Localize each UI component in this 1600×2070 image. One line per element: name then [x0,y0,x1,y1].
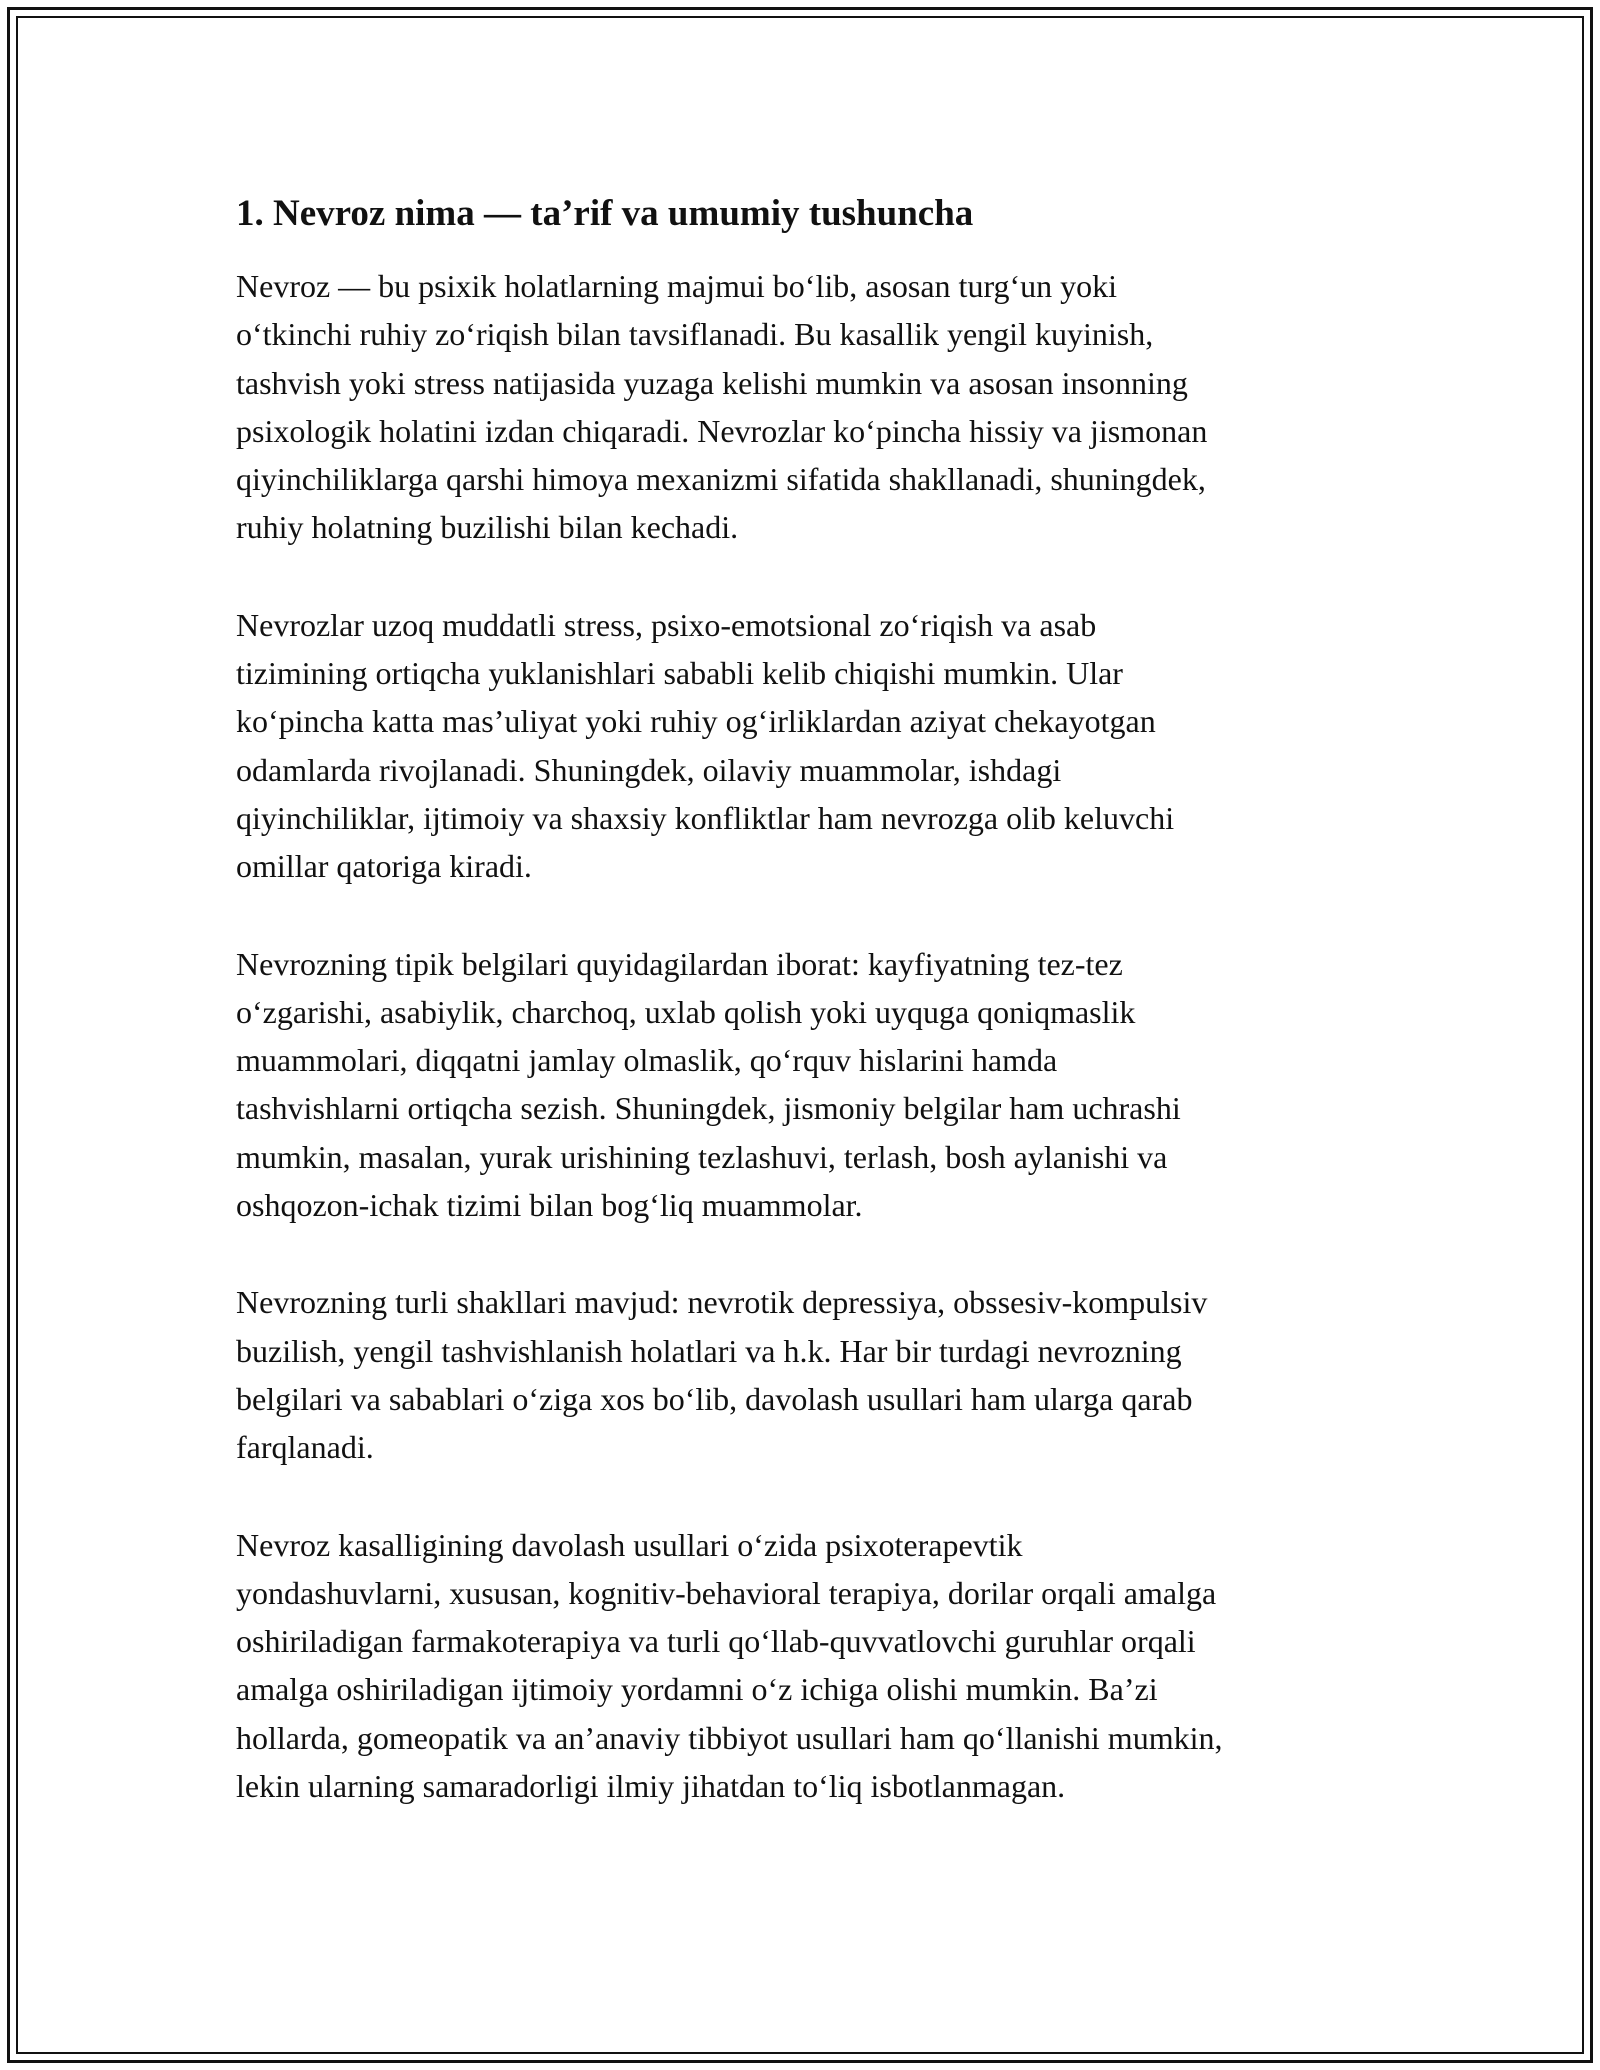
text-line: Nevrozlar uzoq muddatli stress, psixo-emotsional zo‘riqish va asab [236,606,1097,643]
text-line: farqlanadi. [236,1429,374,1466]
text-line: mumkin, masalan, yurak urishining tezlashuvi, terlash, bosh aylanishi va [236,1138,1168,1175]
paragraph-forms [236,1278,1376,1471]
text-line: belgilari va sabablari o‘ziga xos bo‘lib, davolash usullari ham ularga qarab [236,1380,1193,1417]
text-line: ruhiy holatning buzilishi bilan kechadi. [236,509,739,546]
text-line: Nevroz kasalligining davolash usullari o‘zida psixoterapevtik [236,1526,1023,1563]
text-line: lekin ularning samaradorligi ilmiy jihatdan to‘liq isbotlanmagan. [236,1768,1066,1805]
text-line: qiyinchiliklarga qarshi himoya mexanizmi sifatida shakllanadi, shuningdek, [236,461,1206,498]
paragraph-treatment [236,1521,1376,1811]
paragraph-definition [236,262,1376,552]
text-line: amalga oshiriladigan ijtimoiy yordamni o‘z ichiga olishi mumkin. Ba’zi [236,1671,1158,1708]
text-line: omillar qatoriga kiradi. [236,848,532,885]
text-line: Nevrozning turli shakllari mavjud: nevrotik depressiya, obssesiv-kompulsiv [236,1284,1208,1321]
text-line: qiyinchiliklar, ijtimoiy va shaxsiy konfliktlar ham nevrozga olib keluvchi [236,799,1175,836]
text-line: hollarda, gomeopatik va an’anaviy tibbiyot usullari ham qo‘llanishi mumkin, [236,1719,1223,1756]
text-line: psixologik holatini izdan chiqaradi. Nevrozlar ko‘pincha hissiy va jismonan [236,412,1208,449]
paragraph-symptoms [236,940,1376,1230]
text-line: yondashuvlarni, xususan, kognitiv-behavioral terapiya, dorilar orqali amalga [236,1574,1217,1611]
text-line: ko‘pincha katta mas’uliyat yoki ruhiy og‘irliklardan aziyat chekayotgan [236,703,1156,740]
text-line: tizimining ortiqcha yuklanishlari sababli kelib chiqishi mumkin. Ular [236,655,1123,692]
paragraph-causes [236,601,1376,891]
text-line: oshqozon-ichak tizimi bilan bog‘liq muammolar. [236,1187,863,1224]
text-line: odamlarda rivojlanadi. Shuningdek, oilaviy muammolar, ishdagi [236,751,1062,788]
text-line: o‘zgarishi, asabiylik, charchoq, uxlab qolish yoki uyquga qoniqmaslik [236,993,1136,1030]
text-line: o‘tkinchi ruhiy zo‘riqish bilan tavsiflanadi. Bu kasallik yengil kuyinish, [236,316,1154,353]
text-line: Nevroz — bu psixik holatlarning majmui bo‘lib, asosan turg‘un yoki [236,268,1118,304]
text-line: oshiriladigan farmakoterapiya va turli qo‘llab-quvvatlovchi guruhlar orqali [236,1623,1196,1660]
text-line: tashvishlarni ortiqcha sezish. Shuningdek, jismoniy belgilar ham uchrashi [236,1090,1181,1127]
document-body [236,188,1376,1859]
text-line: Nevrozning tipik belgilari quyidagilardan iborat: kayfiyatning tez-tez [236,945,1123,982]
text-line: tashvish yoki stress natijasida yuzaga kelishi mumkin va asosan insonning [236,364,1188,401]
text-line: muammolari, diqqatni jamlay olmaslik, qo‘rquv hislarini hamda [236,1042,1058,1079]
section-heading: 1. Nevroz nima — ta’rif va umumiy tushuncha [236,193,974,234]
text-line: buzilish, yengil tashvishlanish holatlari va h.k. Har bir turdagi nevrozning [236,1332,1182,1369]
